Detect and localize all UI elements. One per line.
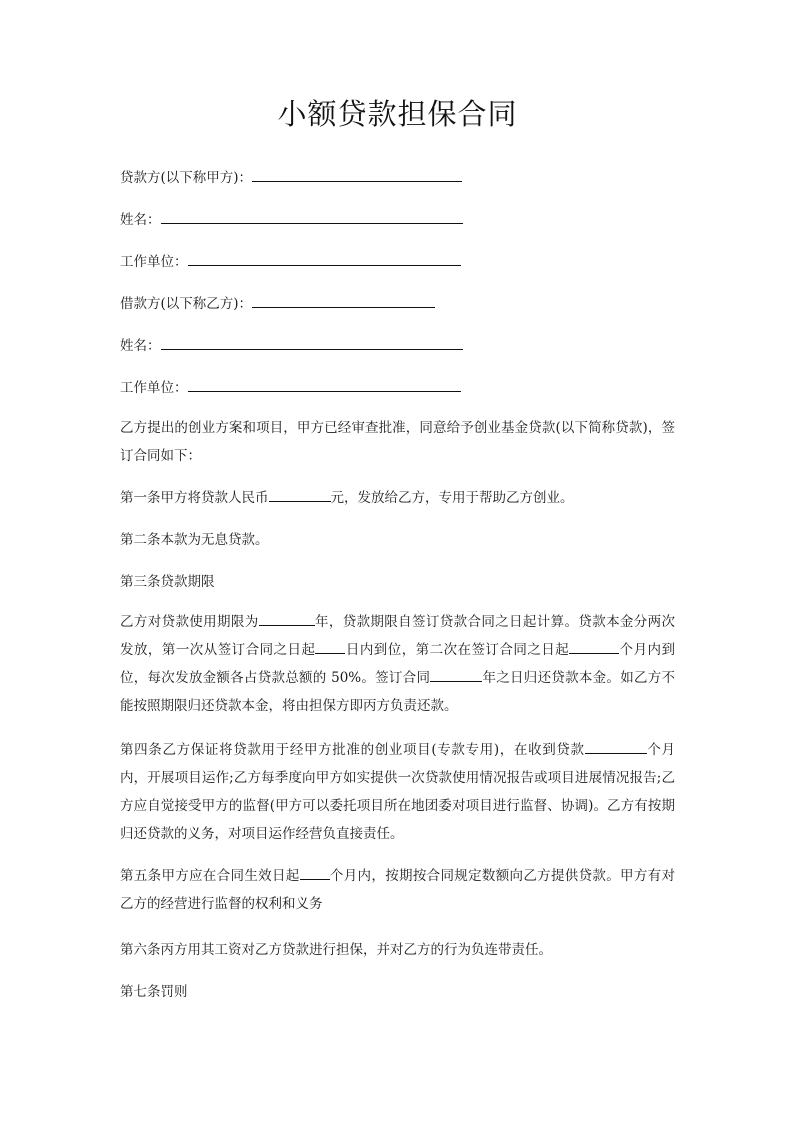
borrower-employer-label: 工作单位：: [120, 380, 188, 396]
intro-paragraph: 乙方提出的创业方案和项目，甲方已经审查批准，同意给予创业基金贷款(以下简称贷款)，签订合同如下：: [120, 420, 675, 464]
document-title: 小额贷款担保合同: [277, 97, 518, 131]
borrower-employer-blank[interactable]: [188, 379, 461, 392]
borrower-blank[interactable]: [252, 295, 435, 308]
article-1-text-b: 元，发放给乙方，专用于帮助乙方创业。: [330, 490, 574, 506]
article-5: [120, 862, 675, 918]
second-disbursement-months-blank[interactable]: [569, 641, 619, 654]
lender-employer-field: [120, 248, 461, 276]
article-7-heading: 第七条罚则: [120, 984, 188, 1000]
article-3: [120, 608, 675, 720]
lender-name-field: [120, 206, 463, 234]
loan-term-years-blank[interactable]: [259, 613, 315, 626]
borrower-employer-field: [120, 374, 461, 402]
lender-employer-label: 工作单位：: [120, 254, 188, 270]
article-1: [120, 484, 574, 512]
article-4: [120, 736, 675, 848]
borrower-name-blank[interactable]: [161, 337, 463, 350]
repayment-years-blank[interactable]: [430, 669, 482, 682]
article-4-text-a: 第四条乙方保证将贷款用于经甲方批准的创业项目(专款专用)，在收到贷款: [120, 742, 585, 758]
article-5-text-a: 第五条甲方应在合同生效日起: [120, 868, 300, 884]
loan-amount-blank[interactable]: [269, 489, 331, 502]
article-3-text-b: 年，贷款期限自签订贷款合同之日起计算。贷款本金分两次发放，第一次从签订合同之日起: [120, 614, 676, 658]
lender-label: 贷款方(以下称甲方)：: [120, 170, 253, 186]
article-3-text-a: 乙方对贷款使用期限为: [120, 614, 259, 630]
lender-employer-blank[interactable]: [188, 253, 461, 266]
article-2: 第二条本款为无息贷款。: [120, 532, 269, 548]
borrower-label: 借款方(以下称乙方)：: [120, 296, 253, 312]
article-3-text-d: 个月内到位，每次发放金额各占贷款总额的 50%。签订合同: [120, 642, 676, 686]
lender-blank[interactable]: [252, 169, 462, 182]
article-4-text-b: 个月内，开展项目运作;乙方每季度向甲方如实提供一次贷款使用情况报告或项目进展情况报告;乙方应自觉接受甲方的监督(甲方可以委托项目所在地团委对项目进行监督、协调)。乙方有按期归还贷款的义务，对项目运作经营负直接责任。: [120, 742, 675, 842]
article-3-heading: 第三条贷款期限: [120, 574, 215, 590]
borrower-field: [120, 290, 435, 318]
project-start-months-blank[interactable]: [585, 741, 647, 754]
lender-field: [120, 164, 462, 192]
lender-name-blank[interactable]: [161, 211, 463, 224]
article-5-text-b: 个月内，按期按合同规定数额向乙方提供贷款。甲方有对乙方的经营进行监督的权利和义务: [120, 868, 676, 912]
article-3-text-c: 日内到位，第二次在签订合同之日起: [345, 642, 570, 658]
article-6: 第六条丙方用其工资对乙方贷款进行担保，并对乙方的行为负连带责任。: [120, 942, 552, 958]
article-3-text-e: 年之日归还贷款本金。如乙方不能按照期限归还贷款本金，将由担保方即丙方负责还款。: [120, 670, 676, 714]
first-disbursement-days-blank[interactable]: [315, 641, 345, 654]
provision-months-blank[interactable]: [300, 867, 330, 880]
borrower-name-field: [120, 332, 463, 360]
borrower-name-label: 姓名：: [120, 338, 161, 354]
lender-name-label: 姓名：: [120, 212, 161, 228]
article-1-text-a: 第一条甲方将贷款人民币: [120, 490, 269, 506]
